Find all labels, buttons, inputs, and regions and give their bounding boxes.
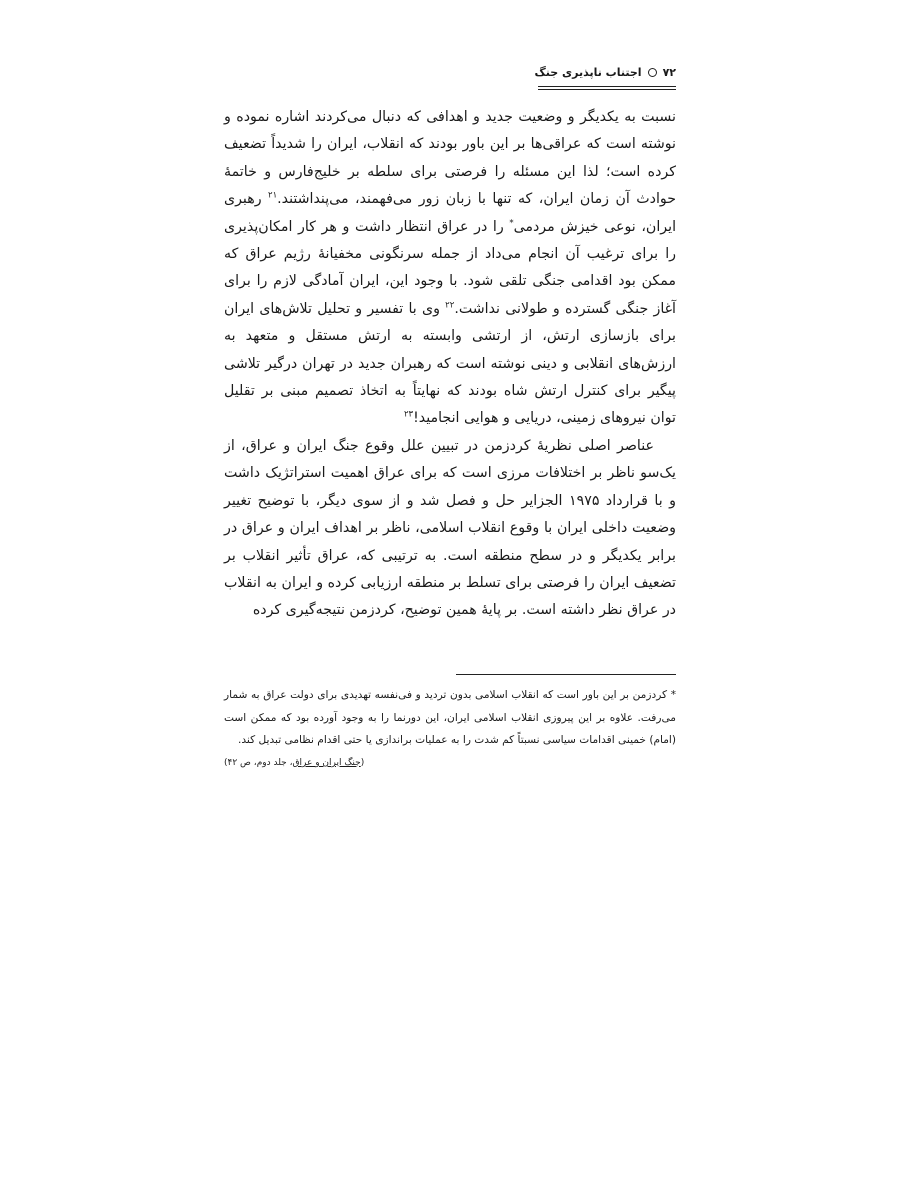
footnote-ref-22: ۲۲: [445, 300, 455, 311]
page-number: ۷۲: [662, 66, 676, 79]
running-header: [535, 66, 676, 83]
main-text: [224, 104, 676, 625]
footnote-source-open: (: [360, 757, 365, 768]
footnote-source-title: جنگ ایران و عراق: [292, 757, 361, 768]
footnote-divider: [456, 674, 676, 675]
paragraph-1-part-a: نسبت به یکدیگر و وضعیت جدید و اهدافی که دنبال می‌کردند اشاره نموده و نوشته است که عراقی‌ها بر این باور بودند که انقلاب، ایران را شدیداً تضعیف کرده است؛ لذا این مسئله را فرصتی برای سلطه بر خلیج‌فارس و خاتمهٔ حوادث آن زمان ایران، که تنها با زبان زور می‌فهمند، می‌پنداشتند.: [224, 109, 676, 208]
circle-ornament-icon: [648, 68, 657, 77]
paragraph-2: عناصر اصلی نظریهٔ کردزمن در تبیین علل وقوع جنگ ایران و عراق، از یک‌سو ناظر بر اختلافات مرزی است که برای عراق اهمیت استراتژیک داشت و با قرارداد ۱۹۷۵ الجزایر حل و فصل شد و از سوی دیگر، با توضیح تغییر وضعیت داخلی ایران با وقوع انقلاب اسلامی، ناظر بر اهداف ایران و عراق در برابر یکدیگر و در سطح منطقه است. به ترتیبی که، عراق تأثیر انقلاب بر تضعیف ایران را فرصتی برای تسلط بر منطقه ارزیابی کرده و ایران به انقلاب در عراق نظر داشته است. بر پایهٔ همین توضیح، کردزمن نتیجه‌گیری کرده: [224, 437, 676, 619]
paragraph-1: [224, 104, 676, 433]
footnote-ref-23: ۲۳: [403, 409, 414, 420]
footnote-ref-21: ۲۱: [268, 190, 278, 201]
running-title: اجتناب ناپذیری جنگ: [534, 66, 642, 79]
footnote-star-ref: *: [509, 217, 514, 228]
paragraph-1-part-b: رهبری ایران، نوعی خیزش مردمی: [224, 191, 677, 235]
paragraph-1-part-d: وی با تفسیر و تحلیل تلاش‌های ایران برای بازسازی ارتش، از ارتشی وابسته به ارتش مستقل و متعهد به ارزش‌های انقلابی و دینی نوشته است که رهبران جدید در تهران درگیر تلاشی پیگیر برای کنترل ارتش شاه بودند که نهایتاً به اتخاذ تصمیم مبنی بر تقلیل توان نیروهای زمینی، دریایی و هوایی انجامید!: [224, 300, 676, 427]
header-rule-bottom: [538, 89, 676, 90]
footnote-source-rest: ، جلد دوم، ص ۴۲): [224, 757, 293, 768]
footnote: [224, 684, 676, 774]
paragraph-1-part-c: را در عراق انتظار داشت و هر کار امکان‌پذیری را برای ترغیب آن انجام می‌داد از جمله سرنگونی مخفیانهٔ رژیم عراق که ممکن بود اقدامی جنگی تلقی شود. با وجود این، ایران آمادگی لازم را برای آغاز جنگی گسترده و طولانی نداشت.: [224, 218, 677, 317]
footnote-text: * کردزمن بر این باور است که انقلاب اسلامی بدون تردید و فی‌نفسه تهدیدی برای دولت عراق به شمار می‌رفت. علاوه بر این پیروزی انقلاب اسلامی ایران، این دورنما را به وجود آورده بود که ممکن است (امام) خمینی اقدامات سیاسی نسبتاً کم شدت را به عملیات براندازی یا حتی اقدام نظامی تبدیل کند.: [224, 689, 676, 747]
footnote-source: [224, 752, 364, 775]
header-rule-top: [538, 86, 676, 87]
